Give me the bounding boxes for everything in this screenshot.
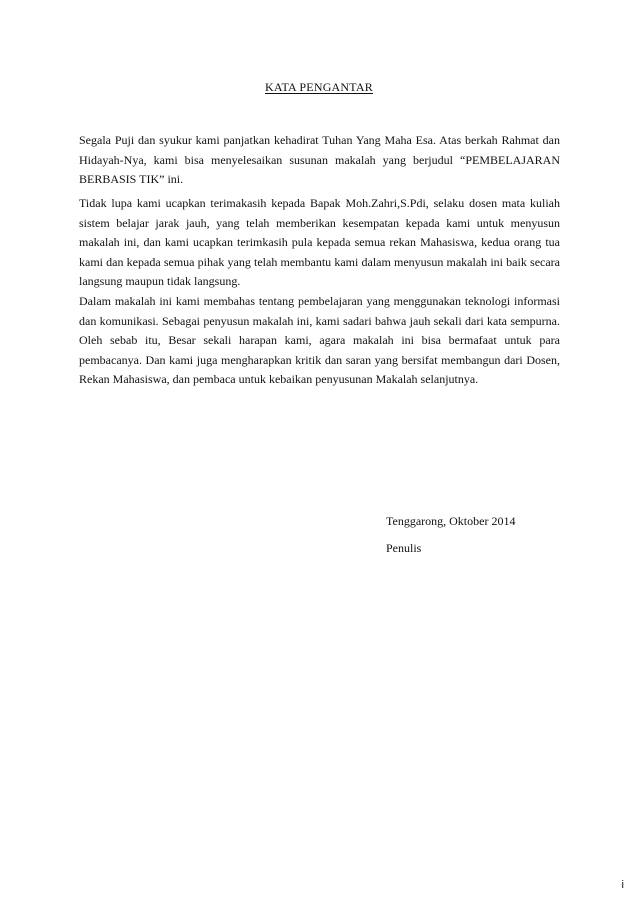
page-title-text: KATA PENGANTAR: [265, 80, 373, 94]
page-title: [0, 80, 638, 95]
paragraph-content: Dalam makalah ini kami membahas tentang pembelajaran yang menggunakan teknologi informasi dan komunikasi. Sebagai penyusun makalah ini, kami sadari bahwa jauh sekali dari kata sempurna. Oleh sebab itu, Besar sekali harapan kami, agara makalah ini bisa bermafaat untuk para pembacanya. Dan kami juga mengharapkan kritik dan saran yang bersifat membangun dari Dosen, Rekan Mahasiswa, dan pembaca untuk kebaikan penyusunan Makalah selanjutnya.: [79, 294, 560, 386]
signature-author: Penulis: [386, 541, 422, 555]
paragraph-intro: Segala Puji dan syukur kami panjatkan kehadirat Tuhan Yang Maha Esa. Atas berkah Rahmat dan Hidayah-Nya, kami bisa menyelesaikan susunan makalah yang berjudul “PEMBELAJARAN BERBASIS TIK” ini.: [79, 133, 560, 186]
signature-place-date: Tenggarong, Oktober 2014: [386, 514, 516, 528]
paragraph-acknowledgement: Tidak lupa kami ucapkan terimakasih kepada Bapak Moh.Zahri,S.Pdi, selaku dosen mata kuliah sistem belajar jarak jauh, yang telah memberikan kesempatan kepada kami untuk menyusun makalah ini, dan kami ucapkan terimkasih pula kepada semua rekan Mahasiswa, kedua orang tua kami dan kepada semua pihak yang telah membantu kami dalam menyusun makalah ini baik secara langsung maupun tidak langsung.: [79, 196, 560, 288]
page-number: i: [621, 879, 624, 891]
